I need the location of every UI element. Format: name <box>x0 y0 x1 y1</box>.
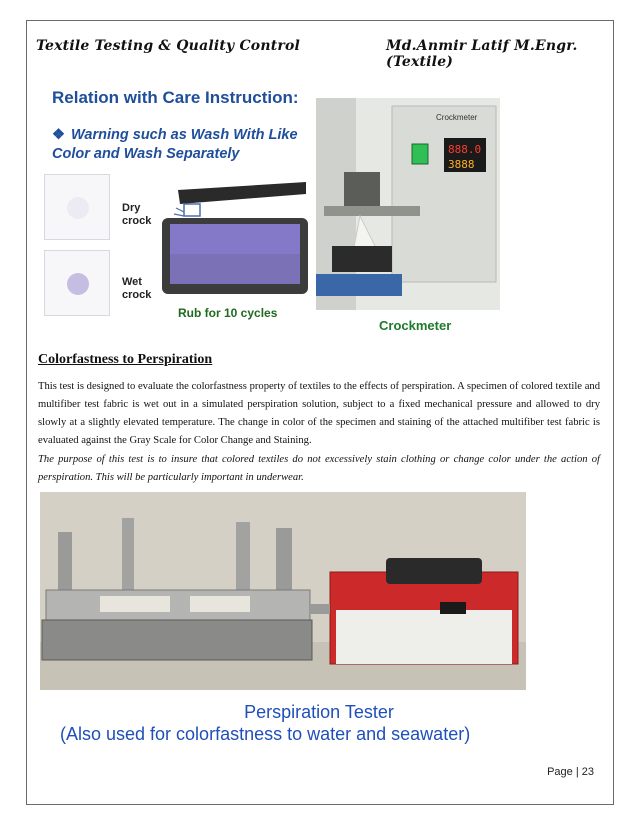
section-title: Colorfastness to Perspiration <box>38 352 213 367</box>
dry-label-line-1: Dry <box>122 202 141 214</box>
power-switch-icon <box>412 144 428 164</box>
weight-handle <box>386 558 482 584</box>
slide-rail <box>324 206 420 216</box>
display-top-digits: 888.0 <box>448 143 482 156</box>
wet-label-line-2: crock <box>122 289 152 301</box>
crocking-diagram <box>156 182 308 302</box>
perspiration-caption-title: Perspiration Tester <box>244 702 394 722</box>
tester-top-plate <box>46 590 310 620</box>
rub-cycles-label: Rub for 10 cycles <box>178 306 278 320</box>
perspiration-tester-illustration <box>40 492 526 690</box>
care-warning-text: Warning such as Wash With Like Color and Wash Separately <box>52 127 298 162</box>
connector-bolt <box>310 604 330 614</box>
specimen-block <box>332 246 392 272</box>
paragraph-description: This test is designed to evaluate the colorfastness property of textiles to the effects of perspiration. A specimen of colored textile and multifiber test fabric is wet out in a simulated perspiration solution, subject to a fixed mechanical pressure and allowed to dry slowly at a slightly elevated temperature. The change in color of the specimen and staining of the attached multifiber test fabric is evaluated against the Gray Scale for Color Change and Staining. <box>38 381 600 446</box>
crockmeter-panel-label: Crockmeter <box>436 113 478 122</box>
finger-arrow-icon <box>174 208 184 216</box>
crock-finger <box>184 204 200 216</box>
fabric-specimen-top <box>170 224 300 254</box>
dry-crock-label <box>122 202 151 228</box>
dry-crock-stain <box>67 197 89 219</box>
blue-base-rod <box>316 274 402 296</box>
perspiration-caption-subtitle: (Also used for colorfastness to water and seawater) <box>60 724 471 744</box>
weight-block-base <box>336 610 512 664</box>
tester-label-sticker <box>100 596 170 612</box>
perspiration-tester-photo <box>40 492 526 690</box>
weight-badge <box>440 602 466 614</box>
crock-arm <box>178 182 306 204</box>
care-figure-title: Relation with Care Instruction: <box>52 88 299 107</box>
wet-crock-stain <box>67 273 89 295</box>
wet-crock-swatch <box>44 250 110 316</box>
post-rod <box>122 518 134 602</box>
tester-plate-stack <box>42 620 312 660</box>
wet-crock-label <box>122 276 151 302</box>
page-number: Page | 23 <box>547 766 594 778</box>
display-bottom-digits: 3888 <box>448 158 475 171</box>
fabric-specimen-bottom <box>170 254 300 284</box>
header-right: Md.Anmir Latif M.Engr.(Textile) <box>386 38 578 70</box>
paragraph-purpose: The purpose of this test is to insure that colored textiles do not excessively stain clothing or change color under the action of perspiration. This will be particularly important in underwear. <box>38 454 600 483</box>
header-left: Textile Testing & Quality Control <box>36 38 301 54</box>
diamond-bullet-icon: ❖ <box>52 127 65 143</box>
care-figure-warning <box>52 126 302 164</box>
tester-label-sticker <box>190 596 250 612</box>
wet-label-line-1: Wet <box>122 276 142 288</box>
crockmeter-cabinet <box>392 106 496 282</box>
dry-crock-swatch <box>44 174 110 240</box>
crockmeter-photo <box>316 98 500 310</box>
care-instruction-figure <box>36 78 308 340</box>
crockmeter-caption: Crockmeter <box>379 318 452 333</box>
dry-label-line-2: crock <box>122 215 152 227</box>
crockmeter-machine-illustration <box>316 98 500 310</box>
